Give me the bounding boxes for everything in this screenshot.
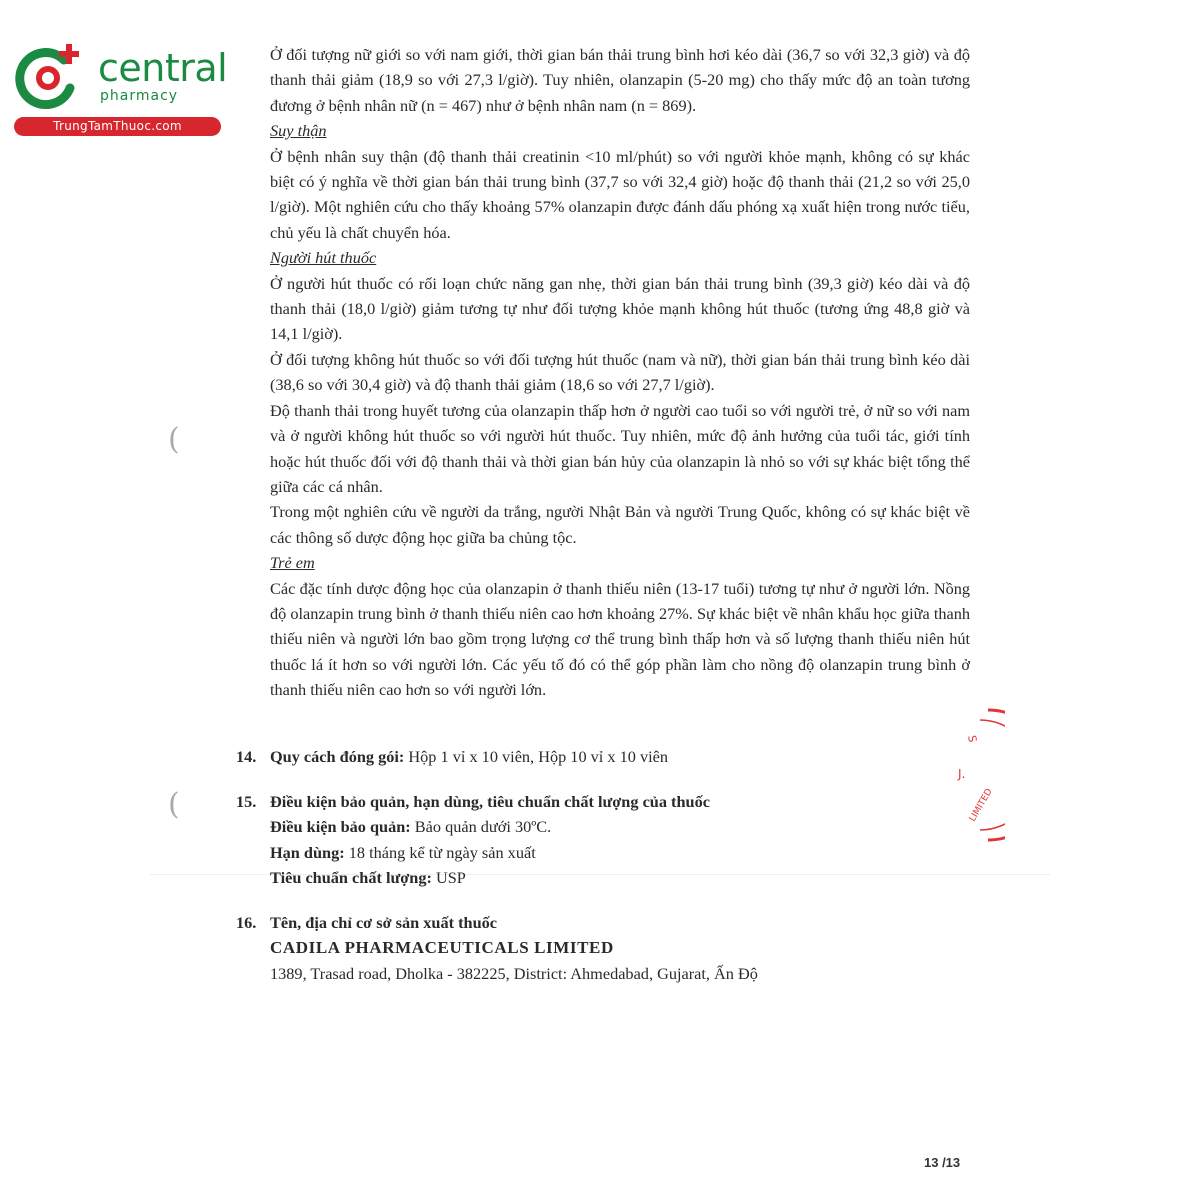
pharmacokinetics-section: [270, 42, 970, 703]
section-14-packaging: [236, 744, 996, 769]
storage-label: Điều kiện bảo quản:: [270, 817, 411, 837]
section-title: Điều kiện bảo quản, hạn dùng, tiêu chuẩn chất lượng của thuốc: [270, 792, 710, 811]
paragraph-smoker-2: Ở đối tượng không hút thuốc so với đối tượng hút thuốc (nam và nữ), thời gian bán thải trung bình kéo dài (38,6 so với 30,4 giờ) và độ thanh thải giảm (18,6 so với 27,7 l/giờ).: [270, 349, 970, 395]
brand-logo: [12, 38, 228, 138]
margin-bracket-mark: (: [168, 787, 180, 822]
section-number: 16.: [236, 913, 257, 932]
heading-children: [270, 550, 970, 575]
section-title: Tên, địa chỉ cơ sở sản xuất thuốc: [270, 913, 498, 932]
svg-text:J.: J.: [958, 767, 966, 781]
standard-value: USP: [431, 868, 466, 888]
standard-row: [270, 865, 996, 890]
packaging-label: Quy cách đóng gói:: [270, 747, 405, 766]
paragraph-children: Các đặc tính dược động học của olanzapin ở thanh thiếu niên (13-17 tuổi) tương tự như ở người lớn. Nồng độ olanzapin trung bình ở thanh thiếu niên cao hơn khoảng 27%. Sự khác biệt về nhân khẩu học giữa thanh thiếu niên và người lớn bao gồm trọng lượng cơ thể trung bình thấp hơn và số lượng thanh thiếu niên hút thuốc lá ít hơn so với người lớn. Các yếu tố đó có thể góp phần làm cho nồng độ olanzapin trung bình ở thanh thiếu niên cao hơn so với người lớn.: [270, 578, 970, 700]
paragraph-clearance: Độ thanh thải trong huyết tương của olanzapin thấp hơn ở người cao tuổi so với người trẻ, ở nữ so với nam và ở người không hút thuốc so với người hút thuốc. Tuy nhiên, mức độ ảnh hưởng của tuổi tác, giới tính hoặc hút thuốc đối với độ thanh thải và thời gian bán hủy của olanzapin là nhỏ so với sự khác biệt tổng thể giữa các cá nhân.: [270, 400, 970, 496]
margin-bracket-mark: (: [168, 422, 180, 457]
heading-renal-text: Suy thận: [270, 121, 327, 141]
logo-url-banner: TrungTamThuoc.com: [14, 117, 221, 136]
storage-value: Bảo quản dưới 30ºC.: [410, 817, 552, 837]
standard-label: Tiêu chuẩn chất lượng:: [270, 868, 432, 888]
logo-subtitle: pharmacy: [100, 88, 179, 104]
expiry-row: [270, 840, 996, 865]
section-number: 14.: [236, 747, 257, 766]
packaging-value: Hộp 1 vỉ x 10 viên, Hộp 10 vỉ x 10 viên: [404, 747, 668, 766]
company-address: 1389, Trasad road, Dholka - 382225, District: Ahmedabad, Gujarat, Ấn Độ: [270, 963, 758, 983]
logo-name: central: [98, 46, 228, 90]
central-pharmacy-logo-icon: [12, 42, 84, 114]
paragraph-renal: Ở bệnh nhân suy thận (độ thanh thải creatinin <10 ml/phút) so với người khỏe mạnh, không có sự khác biệt có ý nghĩa về thời gian bán thải trung bình (37,7 so với 32,4 giờ) hoặc độ thanh thải (21,2 so với 25,0 l/giờ). Một nghiên cứu cho thấy khoảng 57% olanzapin được đánh dấu phóng xạ xuất hiện trong nước tiểu, chủ yếu là chất chuyển hóa.: [270, 146, 970, 242]
heading-smoker: [270, 245, 970, 270]
heading-children-text: Trẻ em: [270, 553, 315, 573]
paragraph-gender: Ở đối tượng nữ giới so với nam giới, thời gian bán thải trung bình hơi kéo dài (36,7 so với 32,3 giờ) và độ thanh thải giảm (18,9 so với 27,3 l/giờ). Tuy nhiên, olanzapin (5-20 mg) cho thấy mức độ an toàn tương đương ở bệnh nhân nữ (n = 467) như ở bệnh nhân nam (n = 869).: [270, 45, 970, 115]
paragraph-race: Trong một nghiên cứu về người da trắng, người Nhật Bản và người Trung Quốc, không có sự khác biệt về các thông số dược động học giữa ba chủng tộc.: [270, 502, 970, 547]
section-15-storage: [236, 789, 996, 891]
page-number: 13 /13: [924, 1155, 961, 1170]
paragraph-smoker-1: Ở người hút thuốc có rối loạn chức năng gan nhẹ, thời gian bán thải trung bình (39,3 giờ) kéo dài và độ thanh thải (18,0 l/giờ) giảm tương tự như đối tượng khỏe mạnh không hút thuốc (tương ứng 48,8 giờ và 14,1 l/giờ).: [270, 273, 970, 344]
company-name: CADILA PHARMACEUTICALS LIMITED: [270, 938, 614, 958]
expiry-label: Hạn dùng:: [270, 842, 345, 862]
heading-smoker-text: Người hút thuốc: [270, 248, 377, 268]
svg-text:S: S: [965, 734, 980, 744]
storage-row: [270, 814, 996, 839]
section-number: 15.: [236, 792, 257, 811]
svg-text:LIMITED: LIMITED: [967, 787, 995, 824]
company-stamp: [930, 700, 1005, 850]
section-16-manufacturer: [236, 910, 996, 986]
expiry-value: 18 tháng kể từ ngày sản xuất: [344, 842, 536, 862]
heading-renal: [270, 118, 970, 143]
